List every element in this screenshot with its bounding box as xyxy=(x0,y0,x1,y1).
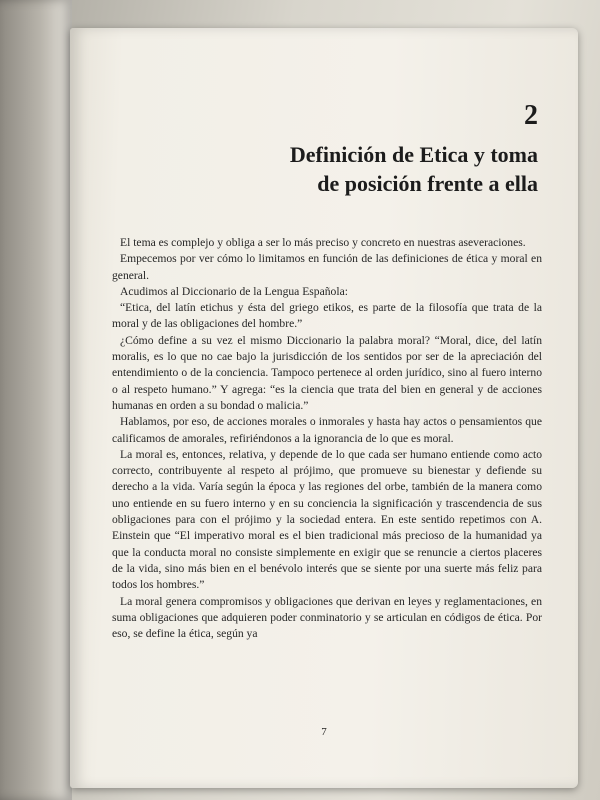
paragraph: La moral es, entonces, relativa, y depende de lo que cada ser humano entiende como acto correcto, contribuyente al respeto al prójimo, que promueve su bienestar y defiende su derecho a la vida. Varía según la época y las regiones del orbe, también de la manera como uno entiende en su fuero interno y en su conciencia la significación y trascendencia de sus obligaciones para con el prójimo y la sociedad entera. En este sentido repetimos con A. Einstein que “El imperativo moral es el bien tradicional más precioso de la humanidad ya que la conducta moral no consiste simplemente en exigir que se renuncie a ciertos placeres de la vida, sino más bien en el benévolo interés que se siente por una suerte más feliz para todos los hombres.” xyxy=(112,447,542,592)
paragraph: El tema es complejo y obliga a ser lo más preciso y concreto en nuestras aseveraciones. xyxy=(120,236,526,249)
chapter-number: 2 xyxy=(524,100,538,131)
page-number: 7 xyxy=(321,726,327,738)
chapter-title xyxy=(158,140,538,198)
paragraph: La moral genera compromisos y obligaciones que derivan en leyes y reglamentaciones, en suma obligaciones que adquieren poder conminatorio y se articulan en códigos de ética. Por eso, se define la ética, según ya xyxy=(112,594,542,641)
book-page xyxy=(70,28,578,788)
chapter-title-line-2: de posición frente a ella xyxy=(317,171,538,196)
body-text xyxy=(112,235,542,642)
paragraph: Empecemos por ver cómo lo limitamos en función de las definiciones de ética y moral en general. xyxy=(112,252,542,282)
left-page-edge xyxy=(0,0,72,800)
chapter-title-line-1: Definición de Etica y toma xyxy=(289,142,538,167)
paragraph: Acudimos al Diccionario de la Lengua Española: xyxy=(120,284,348,298)
paragraph: Hablamos, por eso, de acciones morales o inmorales y hasta hay actos o pensamientos que calificamos de amorales, refiriéndonos a la ignorancia de lo que es moral. xyxy=(112,415,542,445)
paragraph: ¿Cómo define a su vez el mismo Diccionario la palabra moral? “Moral, dice, del latín moralis, es lo que no cae bajo la jurisdicción de los sentidos por ser de la apreciación del entendimiento o de la conciencia. Tampoco pertenece al orden jurídico, sino al fuero interno o al respeto humano.” Y agrega: “es la ciencia que trata del bien en general y de acciones humanas en orden a su bondad o malicia.” xyxy=(112,333,542,412)
paragraph: “Etica, del latín etichus y ésta del griego etikos, es parte de la filosofía que trata de la moral y de las obligaciones del hombre.” xyxy=(112,301,542,331)
